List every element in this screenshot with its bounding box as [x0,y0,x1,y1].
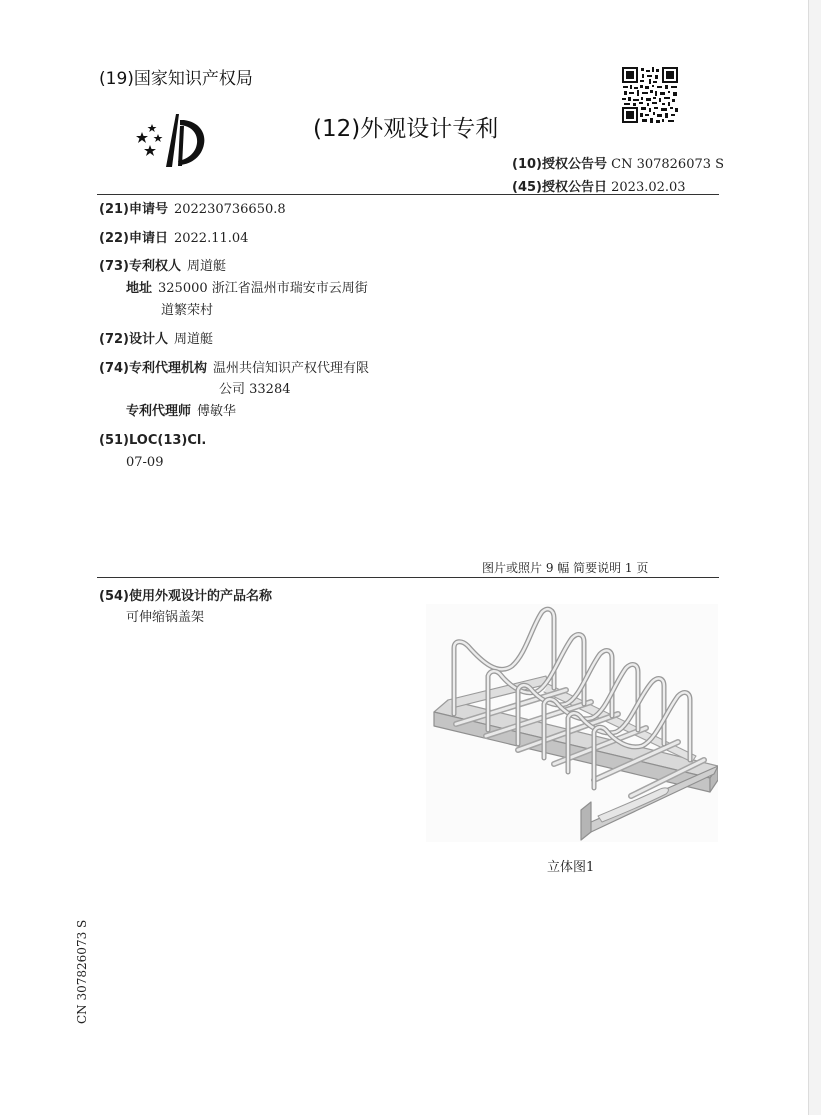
figure-caption: 立体图1 [547,860,595,875]
loc-classification-value: 07-09 [126,455,164,470]
product-title-value: 可伸缩锅盖架 [126,610,205,625]
patent-agency-line-2: 公司 33284 [219,382,291,397]
application-number-key: (21)申请号 [99,202,168,217]
address-key: 地址 [126,281,153,296]
cnipa-logo-icon [134,112,212,170]
application-date-value: 2022.11.04 [173,231,249,246]
page-count: 图片或照片 9 幅 简要说明 1 页 [482,561,649,575]
patent-agent-value: 傅敏华 [197,404,237,419]
product-title-key: (54)使用外观设计的产品名称 [99,589,272,604]
publication-number-value: CN 307826073 S [611,157,725,172]
side-publication-number [73,918,93,1028]
address [126,279,368,299]
application-number [99,200,286,220]
section-divider [97,577,719,578]
address-line-1: 325000 浙江省温州市瑞安市云周街 [158,281,368,296]
address-line-2: 道繁荣村 [161,303,214,318]
loc-classification [99,431,212,451]
publication-date-key: (45)授权公告日 [512,180,607,195]
application-date [99,229,248,249]
office-name: (19)国家知识产权局 [99,69,253,89]
header-divider [97,194,719,195]
side-publication-number-text: CN 307826073 S [75,919,89,1024]
patent-agent [126,402,236,422]
patentee-key: (73)专利权人 [99,259,181,274]
publication-date-value: 2023.02.03 [611,180,686,195]
patentee [99,257,226,277]
page-edge [808,0,821,1115]
designer [99,330,213,350]
patent-agency-key: (74)专利代理机构 [99,361,207,376]
application-date-key: (22)申请日 [99,231,168,246]
publication-date [512,176,686,195]
application-number-value: 202230736650.8 [173,202,286,217]
patent-agency [99,359,369,379]
patent-agency-line-1: 温州共信知识产权代理有限 [212,361,369,376]
document-type: (12)外观设计专利 [313,116,499,142]
publication-number [512,153,724,172]
designer-value: 周道艇 [173,332,213,347]
patent-agent-key: 专利代理师 [126,404,192,419]
qr-code-icon [622,67,678,123]
designer-key: (72)设计人 [99,332,168,347]
publication-number-key: (10)授权公告号 [512,157,607,172]
pot-lid-rack-perspective-drawing [426,604,718,842]
patentee-value: 周道艇 [186,259,226,274]
loc-classification-key: (51)LOC(13)Cl. [99,433,207,448]
